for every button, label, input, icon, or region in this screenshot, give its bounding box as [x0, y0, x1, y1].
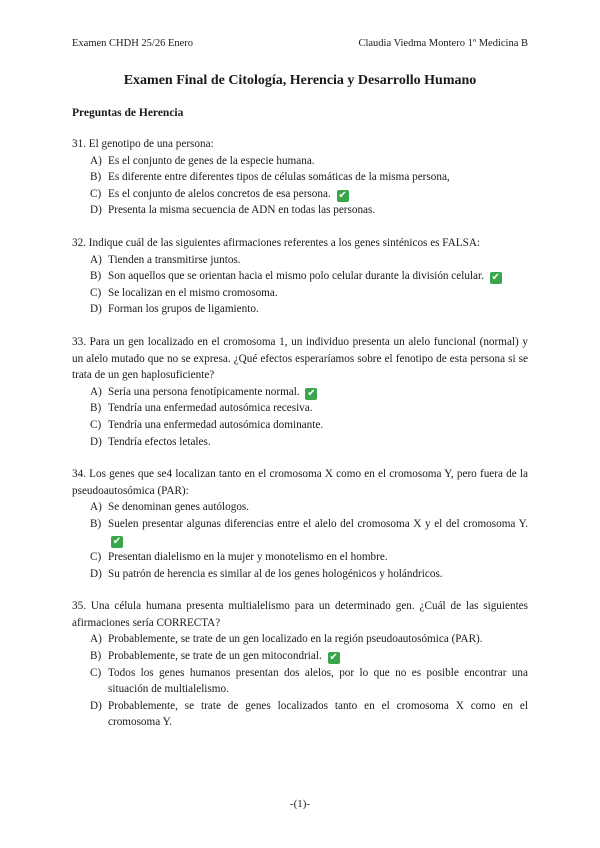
answer-option: [90, 648, 528, 665]
option-text-wrap: [108, 169, 528, 186]
option-text: Probablemente, se trate de un gen mitocondrial.: [108, 650, 322, 663]
question-34: [72, 466, 528, 582]
option-text: Es el conjunto de alelos concretos de esa persona.: [108, 187, 331, 200]
question-31: [72, 136, 528, 219]
option-text: Se denominan genes autólogos.: [108, 501, 250, 514]
answer-option: [90, 384, 528, 401]
question-33: [72, 334, 528, 450]
option-letter: D): [90, 204, 102, 217]
option-text-wrap: [108, 665, 528, 698]
answer-option: [90, 285, 528, 302]
option-letter: D): [90, 435, 102, 448]
question-32: [72, 235, 528, 318]
option-letter: A): [90, 385, 102, 398]
option-text-wrap: [108, 186, 528, 203]
option-text: Es diferente entre diferentes tipos de células somáticas de la misma persona,: [108, 171, 450, 184]
option-text: Presenta la misma secuencia de ADN en todas las personas.: [108, 204, 376, 217]
question-35: [72, 598, 528, 731]
option-text-wrap: [108, 384, 528, 401]
check-mark-icon: ✔: [112, 536, 122, 548]
page-number: -(1)-: [289, 798, 311, 810]
option-text-wrap: [108, 202, 528, 219]
header-right: Claudia Viedma Montero 1º Medicina B: [358, 38, 528, 49]
answer-option: [90, 434, 528, 451]
option-letter: B): [90, 171, 102, 184]
question-stem: 32. Indique cuál de las siguientes afirmaciones referentes a los genes sinténicos es FALSA:: [72, 236, 481, 249]
option-text-wrap: [108, 499, 528, 516]
option-text: Tendría una enfermedad autosómica recesiva.: [108, 402, 313, 415]
option-text: Tienden a transmitirse juntos.: [108, 253, 241, 266]
page-header: [72, 38, 528, 49]
answer-option: [90, 549, 528, 566]
option-text-wrap: [108, 631, 528, 648]
option-letter: C): [90, 666, 102, 679]
answer-option: [90, 202, 528, 219]
answer-option: [90, 499, 528, 516]
option-text: Sería una persona fenotípicamente normal.: [108, 385, 300, 398]
option-text-wrap: [108, 301, 528, 318]
header-left: Examen CHDH 25/26 Enero: [72, 38, 194, 49]
check-mark-icon: ✔: [329, 652, 338, 664]
answer-option: [90, 400, 528, 417]
check-mark-icon: ✔: [307, 387, 316, 399]
option-text: Tendría efectos letales.: [108, 435, 211, 448]
option-text: Tendría una enfermedad autosómica dominante.: [108, 418, 324, 431]
option-letter: B): [90, 517, 102, 530]
option-letter: D): [90, 567, 102, 580]
option-letter: A): [90, 633, 102, 646]
question-list: [72, 136, 528, 747]
option-letter: A): [90, 501, 102, 514]
option-letter: A): [90, 253, 102, 266]
option-text-wrap: [108, 516, 528, 549]
answer-option: [90, 169, 528, 186]
option-text-wrap: [108, 285, 528, 302]
option-text: Es el conjunto de genes de la especie humana.: [108, 154, 315, 167]
option-text: Probablemente, se trate de genes localizados tanto en el cromosoma X como en el cromosoma Y.: [108, 699, 528, 729]
answer-option: [90, 417, 528, 434]
option-letter: D): [90, 699, 102, 712]
check-mark-icon: ✔: [338, 189, 347, 201]
answer-option: [90, 268, 528, 285]
option-letter: A): [90, 154, 102, 167]
question-stem: 33. Para un gen localizado en el cromosoma 1, un individuo presenta un alelo funcional (normal) y un alelo mutado que no se expresa. ¿Qué efectos esperaríamos sobre el fenotipo de esta persona si se trata de un gen haplosuficiente?: [72, 335, 528, 382]
question-stem: 31. El genotipo de una persona:: [72, 138, 214, 150]
option-text: Son aquellos que se orientan hacia el mismo polo celular durante la división celular.: [108, 270, 484, 283]
option-letter: C): [90, 418, 102, 431]
option-text: Todos los genes humanos presentan dos alelos, por lo que no es posible encontrar una situación de multialelismo.: [108, 666, 528, 696]
option-text-wrap: [108, 153, 528, 170]
option-text-wrap: [108, 417, 528, 434]
answer-option: [90, 631, 528, 648]
option-text: Suelen presentar algunas diferencias entre el alelo del cromosoma X y el del cromosoma Y.: [108, 517, 528, 530]
question-stem: 35. Una célula humana presenta multialelismo para un determinado gen. ¿Cuál de las siguientes afirmaciones sería CORRECTA?: [72, 600, 528, 629]
option-letter: D): [90, 303, 102, 316]
page-title: Examen Final de Citología, Herencia y Desarrollo Humano: [123, 73, 477, 88]
answer-option: [90, 516, 528, 549]
option-letter: B): [90, 270, 102, 283]
check-mark-icon: ✔: [491, 272, 500, 284]
option-text-wrap: [108, 268, 528, 285]
question-stem: 34. Los genes que se4 localizan tanto en el cromosoma X como en el cromosoma Y, pero fuera de la pseudoautosómica (PAR):: [72, 468, 528, 497]
answer-option: [90, 153, 528, 170]
section-heading: Preguntas de Herencia: [72, 107, 184, 119]
option-text: Su patrón de herencia es similar al de los genes hologénicos y holándricos.: [108, 567, 443, 580]
answer-option: [90, 698, 528, 731]
option-letter: B): [90, 402, 102, 415]
option-text-wrap: [108, 698, 528, 731]
answer-option: [90, 566, 528, 583]
option-text-wrap: [108, 400, 528, 417]
option-text-wrap: [108, 252, 528, 269]
option-text-wrap: [108, 434, 528, 451]
answer-option: [90, 301, 528, 318]
option-text: Se localizan en el mismo cromosoma.: [108, 286, 278, 299]
option-letter: C): [90, 187, 102, 200]
option-letter: B): [90, 650, 102, 663]
answer-option: [90, 665, 528, 698]
option-text-wrap: [108, 549, 528, 566]
option-text-wrap: [108, 566, 528, 583]
answer-option: [90, 252, 528, 269]
answer-option: [90, 186, 528, 203]
option-text: Probablemente, se trate de un gen localizado en la región pseudoautosómica (PAR).: [108, 633, 483, 646]
option-text: Forman los grupos de ligamiento.: [108, 303, 259, 316]
option-text: Presentan dialelismo en la mujer y monotelismo en el hombre.: [108, 551, 388, 564]
option-letter: C): [90, 551, 102, 564]
option-letter: C): [90, 286, 102, 299]
option-text-wrap: [108, 648, 528, 665]
